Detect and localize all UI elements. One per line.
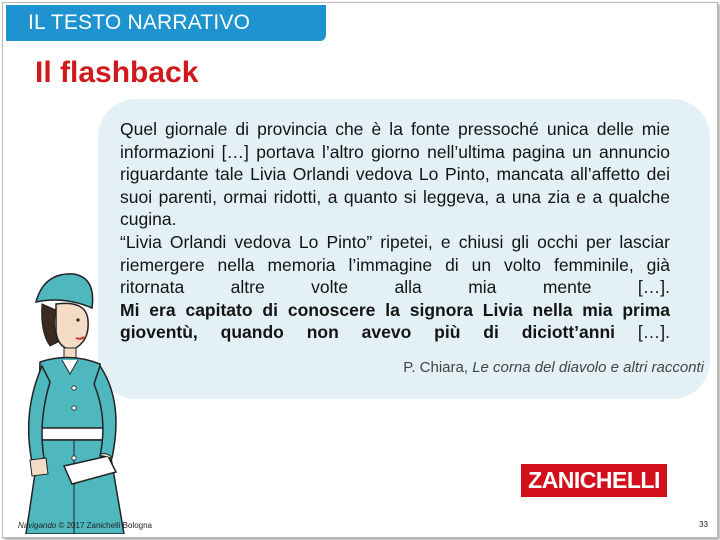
footer-copyright: © 2017 Zanichelli Bologna: [56, 521, 152, 530]
page-number: 33: [699, 520, 708, 529]
woman-illustration: [4, 262, 154, 534]
quote-paragraph-2: “Livia Orlandi vedova Lo Pinto” ripetei, e chiusi gli occhi per lasciar riemergere nella memoria l’immagine di un volto femminile, già ritornata altre volte alla mia mente […].: [120, 231, 670, 298]
quote-paragraph-3-bold: Mi era capitato di conoscere la signora Livia nella mia prima gioventù, quando non avevo più di diciott’anni: [120, 299, 670, 343]
quote-author: P. Chiara,: [403, 359, 473, 376]
slide-title: Il flashback: [35, 56, 199, 89]
footer-series: Navigando: [18, 521, 57, 530]
quote-work: Le corna del diavolo e altri racconti: [472, 359, 704, 376]
quote-text: [120, 118, 670, 344]
quote-paragraph-3-tail: […].: [615, 322, 670, 343]
zanichelli-logo[interactable]: ZANICHELLI: [521, 464, 667, 497]
quote-attribution: [403, 359, 704, 376]
quote-paragraph-3: [120, 299, 670, 344]
footer-credit: [18, 521, 152, 530]
quote-paragraph-1: Quel giornale di provincia che è la fonte pressoché unica delle mie informazioni […] portava l’altro giorno nell’ultima pagina un annuncio riguardante tale Livia Orlandi vedova Lo Pinto, mancata all’affetto dei suoi parenti, ormai ridotti, a quanto si leggeva, a una zia e a qualche cugina.: [120, 119, 670, 230]
section-tab: IL TESTO NARRATIVO: [6, 5, 326, 41]
